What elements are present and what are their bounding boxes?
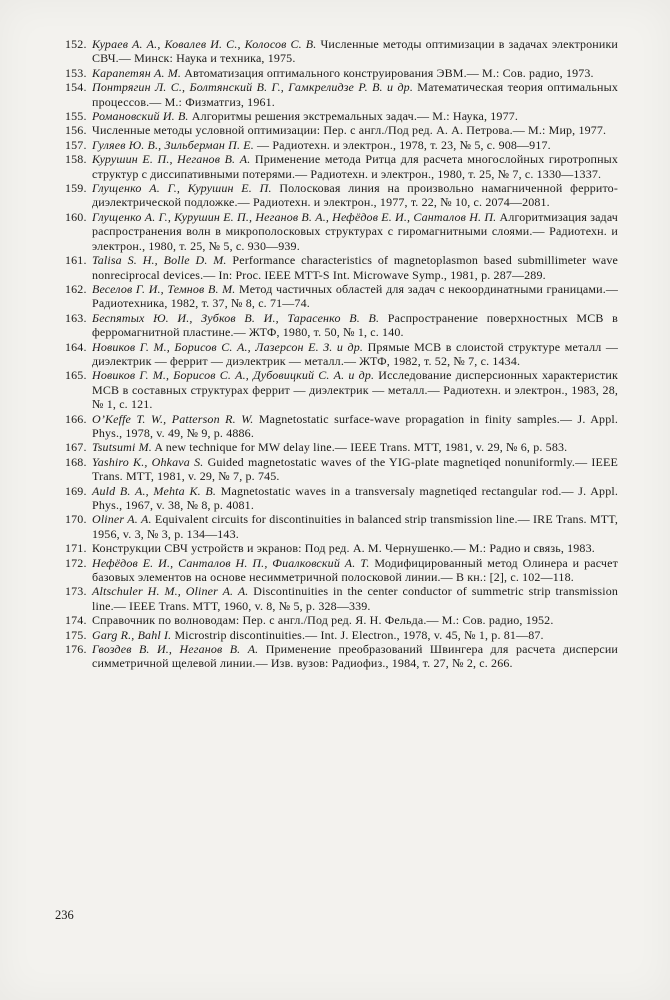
reference-number: 169. [65, 483, 87, 498]
reference-body [92, 37, 618, 66]
reference-number: 158. [65, 152, 87, 167]
reference-number: 166. [65, 411, 87, 426]
reference-authors: Гвоздев В. И., Неганов В. А. [92, 642, 259, 657]
reference-text: Численные методы условной оптимизации: Пер. с англ./Под ред. А. А. Петрова.— М.: Мир, 1977. [92, 123, 607, 138]
reference-number: 156. [65, 123, 87, 138]
reference-text: Guided magnetostatic waves of the YIG-plate magnetiqed nonuniformly.— IEEE Trans. MTT, 1981, v. 29, № 7, p. 745. [92, 454, 618, 484]
reference-number: 163. [65, 310, 87, 325]
reference-authors: O’Keffe T. W., Patterson R. W. [92, 411, 254, 426]
reference-number: 167. [65, 440, 87, 455]
reference-body [92, 484, 618, 513]
reference-text: Алгоритмы решения экстремальных задач.— М.: Наука, 1977. [191, 109, 519, 124]
reference-entry [65, 484, 618, 513]
reference-body [92, 412, 618, 441]
reference-entry [65, 628, 618, 642]
reference-number: 159. [65, 181, 87, 196]
reference-body [92, 282, 618, 311]
reference-body [92, 253, 618, 282]
reference-number: 152. [65, 37, 87, 51]
reference-authors: Auld B. A., Mehta K. B. [92, 483, 217, 498]
reference-authors: Нефёдов Е. И., Санталов Н. П., Фиалковский А. Т. [92, 555, 370, 570]
reference-number: 171. [65, 541, 87, 556]
reference-authors: Курушин Е. П., Неганов В. А. [92, 152, 251, 167]
reference-entry [65, 152, 618, 181]
reference-body [92, 512, 618, 541]
reference-text: A new technique for MW delay line.— IEEE Trans. MTT, 1981, v. 29, № 6, p. 583. [154, 440, 568, 455]
reference-text: Performance characteristics of magnetoplasmon based submillimeter wave nonreciprocal devices.— In: Proc. IEEE MTT-S Int. Microwave Symp., 1981, p. 287—289. [92, 253, 619, 282]
reference-body [92, 455, 618, 484]
reference-authors: Altschuler H. M., Oliner A. A. [92, 584, 249, 599]
reference-body [92, 613, 618, 627]
reference-authors: Гуляев Ю. В., Зильберман П. Е. [92, 137, 254, 152]
reference-entry [65, 311, 618, 340]
reference-body [92, 311, 618, 340]
reference-entry [65, 584, 618, 613]
reference-body [92, 340, 618, 369]
reference-authors: Понтрягин Л. С., Болтянский В. Г., Гамкрелидзе Р. В. и др. [92, 80, 413, 95]
reference-text: Математическая теория оптимальных процессов.— М.: Физматгиз, 1961. [92, 80, 618, 109]
reference-authors: Garg R., Bahl I. [92, 627, 172, 642]
reference-text: Конструкции СВЧ устройств и экранов: Под ред. А. М. Чернушенко.— М.: Радио и связь, 1983. [92, 541, 595, 556]
reference-text: Численные методы оптимизации в задачах электроники СВЧ.— Минск: Наука и техника, 1975. [92, 37, 619, 66]
reference-entry [65, 282, 618, 311]
reference-entry [65, 210, 618, 253]
reference-text: Discontinuities in the center conductor of summetric strip transmission line.— IEEE Trans. MTT, 1960, v. 8, № 5, p. 328—339. [92, 584, 619, 613]
reference-entry [65, 253, 618, 282]
reference-entry [65, 123, 618, 137]
reference-entry [65, 181, 618, 210]
reference-entry [65, 512, 618, 541]
reference-text: Прямые МСВ в слоистой структуре металл — диэлектрик — феррит — диэлектрик — металл.— ЖТФ, 1982, т. 52, № 7, с. 1434. [92, 339, 618, 368]
reference-text: Алгоритмизация задач распространения волн в микрополосковых структурах с гиромагнитными слоями.— Радиотехн. и электрон., 1980, т. 25, № 5, с. 930—939. [92, 209, 618, 253]
reference-text: Модифицированный метод Олинера и расчет базовых элементов на основе несимметричной полосковой линии.— В кн.: [2], с. 102—118. [92, 555, 618, 585]
reference-entry [65, 109, 618, 123]
reference-authors: Романовский И. В. [92, 109, 189, 124]
reference-entry [65, 556, 618, 585]
reference-number: 176. [65, 642, 87, 657]
reference-text: Применение преобразований Швингера для расчета дисперсии симметричной щелевой линии.— Изв. вузов: Радиофиз., 1984, т. 27, № 2, с. 266. [92, 642, 619, 671]
reference-number: 155. [65, 109, 87, 124]
reference-number: 164. [65, 339, 87, 354]
reference-body [92, 138, 618, 152]
page-number: 236 [55, 908, 74, 922]
reference-text: Equivalent circuits for discontinuities in balanced strip transmission line.— IRE Trans. MTT, 1956, v. 3, № 3, p. 134—143. [92, 512, 618, 541]
reference-body [92, 584, 618, 613]
reference-entry [65, 541, 618, 555]
reference-number: 154. [65, 80, 87, 95]
reference-entry [65, 340, 618, 369]
reference-text: Справочник по волноводам: Пер. с англ./Под ред. Я. Н. Фельда.— М.: Сов. радио, 1952. [92, 613, 554, 628]
reference-authors: Глущенко А. Г., Курушин Е. П., Неганов В. А., Нефёдов Е. И., Санталов Н. П. [92, 209, 497, 224]
reference-body [92, 642, 618, 671]
reference-number: 168. [65, 454, 87, 469]
reference-authors: Веселов Г. И., Темнов В. М. [92, 281, 236, 296]
reference-authors: Oliner A. A. [92, 512, 152, 527]
reference-text: Microstrip discontinuities.— Int. J. Electron., 1978, v. 45, № 1, p. 81—87. [174, 627, 544, 642]
reference-text: Magnetostatic surface-wave propagation in finity samples.— J. Appl. Phys., 1978, v. 49, № 9, p. 4886. [92, 411, 618, 440]
reference-body [92, 440, 618, 454]
reference-number: 162. [65, 281, 87, 296]
reference-number: 172. [65, 555, 87, 570]
reference-text: Метод частичных областей для задач с некоординатными границами.— Радиотехника, 1982, т. 37, № 8, с. 71—74. [92, 281, 618, 311]
reference-authors: Новиков Г. М., Борисов С. А., Лазерсон Е. З. и др. [92, 339, 364, 354]
reference-authors: Tsutsumi M. [92, 440, 152, 455]
reference-body [92, 210, 618, 253]
reference-body [92, 123, 618, 137]
reference-number: 170. [65, 512, 87, 527]
reference-entry [65, 138, 618, 152]
reference-number: 173. [65, 584, 87, 599]
reference-body [92, 368, 618, 411]
reference-number: 161. [65, 253, 87, 268]
reference-entry [65, 37, 618, 66]
reference-number: 165. [65, 368, 87, 383]
reference-number: 153. [65, 65, 87, 80]
reference-body [92, 80, 618, 109]
reference-authors: Yashiro K., Ohkava S. [92, 454, 204, 469]
reference-text: Magnetostatic waves in a transversaly magnetiqed rectangular rod.— J. Appl. Phys., 1967, v. 38, № 8, p. 4081. [92, 483, 618, 512]
reference-body [92, 66, 618, 80]
reference-authors: Глущенко А. Г., Курушин Е. П. [92, 181, 272, 196]
reference-number: 157. [65, 137, 87, 152]
reference-entry [65, 455, 618, 484]
reference-entry [65, 368, 618, 411]
reference-entry [65, 440, 618, 454]
reference-entry [65, 642, 618, 671]
reference-text: — Радиотехн. и электрон., 1978, т. 23, № 5, с. 908—917. [257, 137, 551, 152]
reference-entry [65, 613, 618, 627]
reference-entry [65, 80, 618, 109]
reference-authors: Новиков Г. М., Борисов С. А., Дубовицкий С. А. и др. [92, 368, 375, 383]
reference-authors: Кураев А. А., Ковалев И. С., Колосов С. В. [92, 37, 317, 51]
reference-text: Исследование дисперсионных характеристик МСВ в составных структурах феррит — диэлектрик — металл.— Радиотехн. и электрон., 1983, 28, № 1, с. 121. [92, 368, 618, 412]
reference-authors: Talisa S. H., Bolle D. M. [92, 253, 227, 268]
reference-body [92, 109, 618, 123]
reference-text: Автоматизация оптимального конструирования ЭВМ.— М.: Сов. радио, 1973. [184, 65, 594, 80]
reference-text: Распространение поверхностных МСВ в ферромагнитной пластине.— ЖТФ, 1980, т. 50, № 1, с. 140. [92, 310, 618, 340]
reference-number: 175. [65, 627, 87, 642]
reference-body [92, 181, 618, 210]
reference-authors: Карапетян А. М. [92, 65, 182, 80]
reference-body [92, 556, 618, 585]
reference-entry [65, 66, 618, 80]
reference-authors: Беспятых Ю. И., Зубков В. И., Тарасенко В. В. [92, 310, 380, 325]
reference-list [65, 37, 618, 671]
reference-number: 160. [65, 209, 87, 224]
reference-body [92, 152, 618, 181]
reference-entry [65, 412, 618, 441]
reference-body [92, 541, 618, 555]
reference-number: 174. [65, 613, 87, 628]
reference-body [92, 628, 618, 642]
reference-text: Полосковая линия на произвольно намагниченной феррито-диэлектрической подложке.— Радиотехн. и электрон., 1977, т. 22, № 10, с. 2074—2081. [92, 181, 618, 210]
reference-text: Применение метода Ритца для расчета многослойных гиротропных структур с диссипативными потерями.— Радиотехн. и электрон., 1980, т. 25, № 7, с. 1330—1337. [92, 152, 618, 181]
